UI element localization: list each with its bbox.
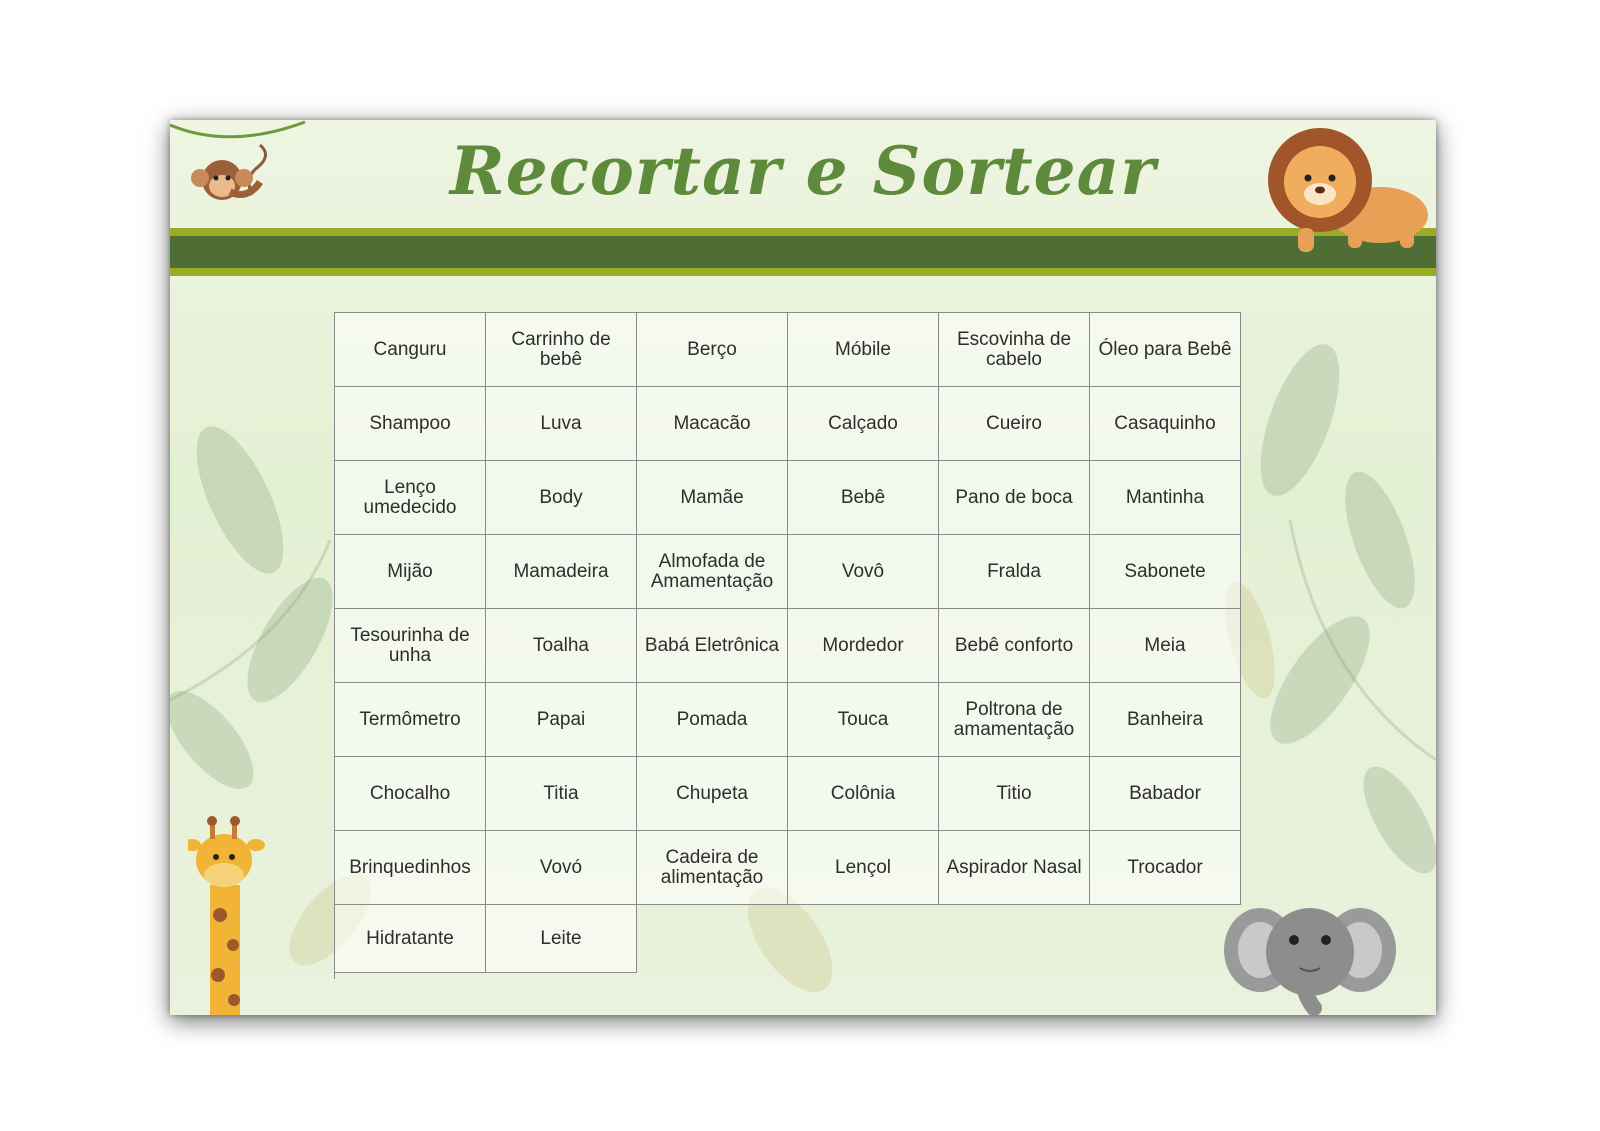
bingo-sheet — [170, 120, 1436, 1015]
monkey-icon — [170, 120, 310, 220]
word-cell: Berço — [637, 313, 788, 387]
giraffe-icon — [188, 815, 268, 1015]
word-cell: Carrinho de bebê — [486, 313, 637, 387]
word-cell: Trocador — [1090, 831, 1241, 905]
word-cell: Banheira — [1090, 683, 1241, 757]
word-cell: Lençol — [788, 831, 939, 905]
word-cell: Babá Eletrônica — [637, 609, 788, 683]
word-cell: Lenço umedecido — [335, 461, 486, 535]
word-cell: Tesourinha de unha — [335, 609, 486, 683]
word-cell: Bebê — [788, 461, 939, 535]
word-cell: Mordedor — [788, 609, 939, 683]
word-cell: Bebê conforto — [939, 609, 1090, 683]
word-cell: Vovó — [486, 831, 637, 905]
word-cell: Poltrona de amamentação — [939, 683, 1090, 757]
word-cell: Hidratante — [335, 905, 486, 973]
word-cell: Óleo para Bebê — [1090, 313, 1241, 387]
word-cell: Termômetro — [335, 683, 486, 757]
word-grid — [334, 312, 1241, 979]
word-cell: Toalha — [486, 609, 637, 683]
word-cell: Luva — [486, 387, 637, 461]
word-cell: Aspirador Nasal — [939, 831, 1090, 905]
word-cell: Móbile — [788, 313, 939, 387]
word-cell: Mamadeira — [486, 535, 637, 609]
header-band — [170, 228, 1436, 278]
word-cell: Canguru — [335, 313, 486, 387]
word-cell: Mantinha — [1090, 461, 1241, 535]
word-cell: Body — [486, 461, 637, 535]
word-cell: Calçado — [788, 387, 939, 461]
word-cell: Almofada de Amamentação — [637, 535, 788, 609]
word-cell: Leite — [486, 905, 637, 973]
word-cell: Chupeta — [637, 757, 788, 831]
word-cell: Meia — [1090, 609, 1241, 683]
word-cell: Colônia — [788, 757, 939, 831]
word-cell: Macacão — [637, 387, 788, 461]
word-cell: Cadeira de alimentação — [637, 831, 788, 905]
lion-icon — [1260, 120, 1436, 255]
word-cell: Babador — [1090, 757, 1241, 831]
word-cell: Shampoo — [335, 387, 486, 461]
word-cell: Mamãe — [637, 461, 788, 535]
word-cell: Chocalho — [335, 757, 486, 831]
word-cell: Escovinha de cabelo — [939, 313, 1090, 387]
word-cell: Mijão — [335, 535, 486, 609]
word-cell: Fralda — [939, 535, 1090, 609]
word-cell: Sabonete — [1090, 535, 1241, 609]
page-title: Recortar e Sortear — [449, 132, 1157, 210]
word-cell: Cueiro — [939, 387, 1090, 461]
word-cell: Titia — [486, 757, 637, 831]
word-cell: Pomada — [637, 683, 788, 757]
word-cell: Touca — [788, 683, 939, 757]
word-cell: Papai — [486, 683, 637, 757]
word-cell: Vovô — [788, 535, 939, 609]
elephant-icon — [1220, 880, 1400, 1015]
word-cell: Brinquedinhos — [335, 831, 486, 905]
word-cell: Titio — [939, 757, 1090, 831]
word-cell: Casaquinho — [1090, 387, 1241, 461]
word-cell: Pano de boca — [939, 461, 1090, 535]
